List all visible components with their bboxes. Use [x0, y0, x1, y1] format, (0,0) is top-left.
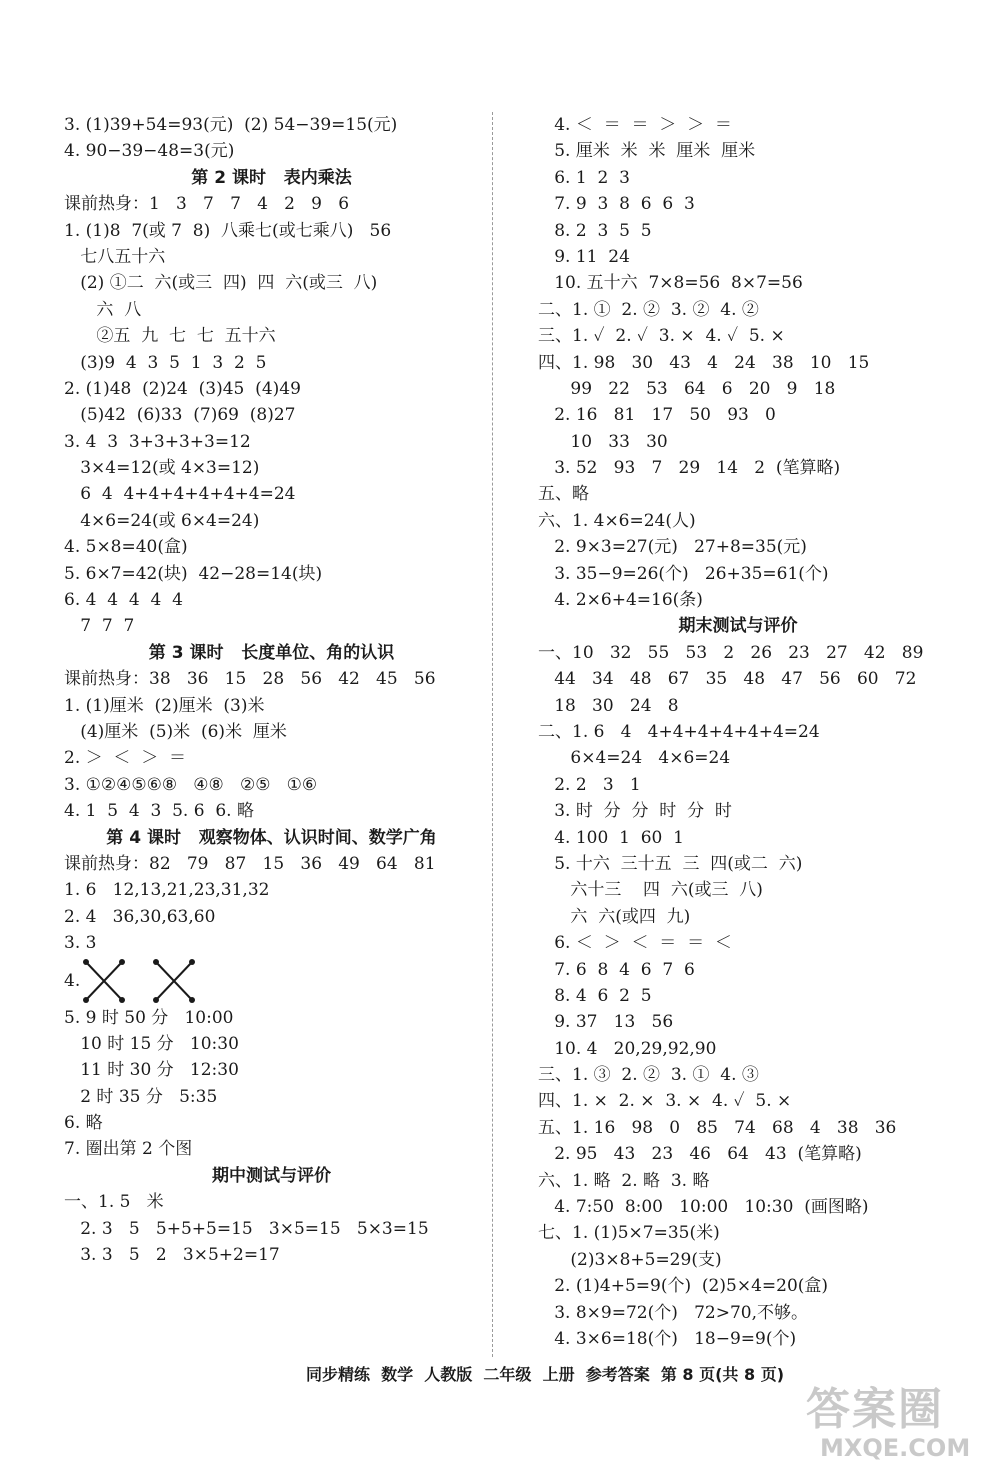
answer-line [538, 1141, 938, 1167]
line-text: 8. 4 6 2 5 [538, 985, 652, 1006]
line-text: 4. 2×6+4=16(条) [538, 590, 703, 611]
line-text: (5)42 (6)33 (7)69 (8)27 [64, 405, 296, 426]
line-text: 9. 11 24 [538, 246, 630, 267]
line-text: 5. 6×7=42(块) 42−28=14(块) [64, 563, 323, 584]
answer-line [64, 1189, 479, 1215]
line-text: 期中测试与评价 [212, 1165, 331, 1186]
line-text: 2. 4 36,30,63,60 [64, 906, 216, 927]
cross-dot-1-2 [119, 959, 125, 965]
answer-line [538, 877, 938, 903]
matching-lines-diagram [78, 957, 218, 1005]
line-text: 2 时 35 分 5:35 [64, 1086, 218, 1107]
line-text: 六、1. 略 2. 略 3. 略 [538, 1170, 710, 1191]
answer-line [64, 1110, 479, 1136]
cross-dot-1-4 [119, 997, 125, 1003]
line-text: 7. 6 8 4 6 7 6 [538, 959, 695, 980]
watermark-logo [806, 1385, 992, 1467]
answer-line [538, 1088, 938, 1114]
answer-line [538, 745, 938, 771]
answer-line [64, 191, 479, 217]
line-text: 2. 16 81 17 50 93 0 [538, 405, 776, 426]
answer-line [64, 745, 479, 771]
line-text: 3×4=12(或 4×3=12) [64, 458, 260, 479]
line-text: 2. 95 43 23 46 64 43 (笔算略) [538, 1144, 862, 1165]
answer-line [538, 640, 938, 666]
answer-line [538, 825, 938, 851]
answer-line [64, 402, 479, 428]
line-text: 3. ①②④⑤⑥⑧ ④⑧ ②⑤ ①⑥ [64, 774, 318, 795]
section-heading [64, 825, 479, 851]
line-text: 课前热身：1 3 7 7 4 2 9 6 [64, 194, 350, 215]
answer-line [64, 1057, 479, 1083]
column-divider [492, 112, 493, 1357]
watermark-text: 答案圈 [806, 1384, 944, 1435]
answer-line [538, 244, 938, 270]
line-text: 4×6=24(或 6×4=24) [64, 510, 260, 531]
cross-dot-2-1 [153, 959, 159, 965]
line-text: 7 7 7 [64, 616, 135, 637]
answer-line [538, 270, 938, 296]
answer-line [538, 1036, 938, 1062]
line-text: ②五 九 七 七 五十六 [64, 326, 276, 347]
answer-line [64, 957, 479, 1005]
page-footer: 同步精练 数学 人教版 二年级 上册 参考答案 第 8 页(共 8 页) [306, 1365, 785, 1384]
line-text: 3. 3 5 2 3×5+2=17 [64, 1245, 280, 1266]
answer-line [64, 613, 479, 639]
answer-line [538, 904, 938, 930]
section-heading [64, 1163, 479, 1189]
cross-dot-2-2 [189, 959, 195, 965]
line-text: 7. 9 3 8 6 6 3 [538, 194, 695, 215]
line-text: 六 八 [64, 299, 142, 320]
line-text: 4. [64, 970, 81, 991]
answer-line [538, 429, 938, 455]
answer-line [64, 455, 479, 481]
line-text: 44 34 48 67 35 48 47 56 60 72 [538, 669, 917, 690]
cross-dot-2-4 [189, 997, 195, 1003]
answer-line [64, 930, 479, 956]
line-text: 2. 3 5 5+5+5=15 3×5=15 5×3=15 [64, 1218, 429, 1239]
line-text: 第 2 课时 表内乘法 [191, 167, 352, 188]
line-text: 5. 厘米 米 米 厘米 厘米 [538, 141, 756, 162]
line-text: 4. 7:50 8:00 10:00 10:30 (画图略) [538, 1197, 869, 1218]
section-heading [538, 613, 938, 639]
line-text: 1. (1)厘米 (2)厘米 (3)米 [64, 695, 265, 716]
answer-line [538, 587, 938, 613]
answer-line [538, 481, 938, 507]
line-text: 二、1. ① 2. ② 3. ② 4. ② [538, 299, 759, 320]
line-text: 3. 4 3 3+3+3+3=12 [64, 431, 251, 452]
answer-line [538, 1062, 938, 1088]
answer-line [64, 719, 479, 745]
line-text: 期末测试与评价 [678, 616, 798, 637]
answer-line [538, 1220, 938, 1246]
answer-line [64, 666, 479, 692]
line-text: 3. 52 93 7 29 14 2 (笔算略) [538, 458, 841, 479]
line-text: 课前热身：82 79 87 15 36 49 64 81 [64, 853, 436, 874]
line-text: 五、1. 16 98 0 85 74 68 4 38 36 [538, 1117, 897, 1138]
answer-line [538, 772, 938, 798]
answer-line [64, 877, 479, 903]
answer-line [64, 138, 479, 164]
line-text: 10 时 15 分 10:30 [64, 1033, 239, 1054]
answer-line [64, 244, 479, 270]
answer-line [64, 693, 479, 719]
answer-line [538, 957, 938, 983]
line-text: 六 六(或四 九) [538, 906, 691, 927]
line-text: 3. 3 [64, 933, 97, 954]
line-text: 三、1. ③ 2. ② 3. ① 4. ③ [538, 1065, 759, 1086]
answer-line [64, 772, 479, 798]
answer-line [538, 930, 938, 956]
answer-line [538, 1326, 938, 1352]
line-text: 六、1. 4×6=24(人) [538, 510, 696, 531]
answer-line [538, 165, 938, 191]
line-text: 六十三 四 六(或三 八) [538, 880, 763, 901]
line-text: 6×4=24 4×6=24 [538, 748, 731, 769]
line-text: 5. 十六 三十五 三 四(或二 六) [538, 853, 803, 874]
answer-line [64, 587, 479, 613]
line-text: 3. 35−9=26(个) 26+35=61(个) [538, 563, 829, 584]
answer-line [64, 561, 479, 587]
answer-line [64, 1005, 479, 1031]
answer-line [538, 1115, 938, 1141]
line-text: 2. (1)48 (2)24 (3)45 (4)49 [64, 378, 301, 399]
line-text: 6. ＜ ＞ ＜ ＝ ＝ ＜ [538, 933, 732, 954]
answer-line [64, 1136, 479, 1162]
line-text: 2. 2 3 1 [538, 774, 641, 795]
answer-line [64, 270, 479, 296]
line-text: 七、1. (1)5×7=35(米) [538, 1223, 720, 1244]
line-text: 10. 五十六 7×8=56 8×7=56 [538, 273, 803, 294]
line-text: 3. 8×9=72(个) 72>70,不够。 [538, 1302, 808, 1323]
line-text: 2. ＞ ＜ ＞ ＝ [64, 748, 187, 769]
answer-line [64, 904, 479, 930]
line-text: 1. 6 12,13,21,23,31,32 [64, 880, 270, 901]
section-heading [64, 640, 479, 666]
answer-line [538, 1247, 938, 1273]
line-text: 7. 圈出第 2 个图 [64, 1139, 193, 1160]
answer-line [538, 851, 938, 877]
answer-line [64, 851, 479, 877]
line-text: 6 4 4+4+4+4+4+4=24 [64, 484, 296, 505]
line-text: 6. 略 [64, 1113, 103, 1134]
answer-line [538, 297, 938, 323]
answer-line [538, 1273, 938, 1299]
answer-line [538, 323, 938, 349]
line-text: 课前热身：38 36 15 28 56 42 45 56 [64, 669, 436, 690]
answer-line [64, 429, 479, 455]
answer-line [538, 218, 938, 244]
line-text: 一、1. 5 米 [64, 1192, 164, 1213]
line-text: 二、1. 6 4 4+4+4+4+4+4=24 [538, 721, 820, 742]
line-text: 6. 1 2 3 [538, 167, 630, 188]
line-text: 11 时 30 分 12:30 [64, 1060, 239, 1081]
line-text: 4. 100 1 60 1 [538, 827, 684, 848]
line-text: (2)3×8+5=29(支) [538, 1249, 722, 1270]
answer-line [64, 1216, 479, 1242]
answer-line [64, 218, 479, 244]
answer-line [538, 1300, 938, 1326]
answer-line [64, 323, 479, 349]
answer-line [538, 376, 938, 402]
line-text: 四、1. × 2. × 3. × 4. ✓ 5. × [538, 1091, 792, 1112]
answer-line [538, 719, 938, 745]
cross-dot-1-1 [83, 959, 89, 965]
answer-line [538, 561, 938, 587]
line-text: 2. 9×3=27(元) 27+8=35(元) [538, 537, 807, 558]
line-text: 4. ＜ ＝ ＝ ＞ ＞ ＝ [538, 115, 732, 135]
answer-line [64, 112, 479, 138]
watermark-url: MXQE.COM [820, 1434, 971, 1462]
line-text: 第 4 课时 观察物体、认识时间、数学广角 [106, 827, 437, 848]
answer-line [64, 1031, 479, 1057]
line-text: 第 3 课时 长度单位、角的认识 [148, 642, 395, 663]
line-text: 五、略 [538, 484, 589, 505]
line-text: 10 33 30 [538, 431, 668, 452]
answer-line [64, 508, 479, 534]
answer-line [538, 534, 938, 560]
answer-line [538, 112, 938, 138]
line-text: 5. 9 时 50 分 10:00 [64, 1007, 234, 1028]
answer-line [538, 455, 938, 481]
answer-line [538, 798, 938, 824]
answer-line [64, 798, 479, 824]
answer-line [64, 376, 479, 402]
line-text: 四、1. 98 30 43 4 24 38 10 15 [538, 352, 870, 373]
answer-line [538, 1168, 938, 1194]
line-text: (2) ①二 六(或三 四) 四 六(或三 八) [64, 273, 378, 294]
line-text: 6. 4 4 4 4 4 [64, 590, 183, 611]
line-text: 三、1. ✓ 2. ✓ 3. × 4. ✓ 5. × [538, 326, 785, 347]
answer-line [538, 983, 938, 1009]
line-text: 8. 2 3 5 5 [538, 220, 652, 241]
line-text: 18 30 24 8 [538, 695, 679, 716]
answer-line [538, 191, 938, 217]
line-text: 4. 90−39−48=3(元) [64, 141, 235, 162]
line-text: 3. 时 分 分 时 分 时 [538, 801, 732, 822]
section-heading [64, 165, 479, 191]
answer-line [538, 508, 938, 534]
line-text: 4. 1 5 4 3 5. 6 6. 略 [64, 801, 254, 822]
line-text: (3)9 4 3 5 1 3 2 5 [64, 352, 267, 373]
cross-dot-1-3 [83, 997, 89, 1003]
answer-line [64, 1084, 479, 1110]
line-text: 3. (1)39+54=93(元) (2) 54−39=15(元) [64, 115, 398, 135]
right-column [538, 112, 938, 1352]
cross-dot-2-3 [153, 997, 159, 1003]
line-text: 9. 37 13 56 [538, 1012, 674, 1033]
answer-line [538, 402, 938, 428]
answer-line [64, 481, 479, 507]
answer-line [538, 693, 938, 719]
answer-line [64, 1242, 479, 1268]
answer-line [64, 350, 479, 376]
line-text: 七八五十六 [64, 246, 166, 267]
answer-line [64, 534, 479, 560]
line-text: 99 22 53 64 6 20 9 18 [538, 378, 836, 399]
answer-line [64, 297, 479, 323]
answer-line [538, 1009, 938, 1035]
answer-line [538, 666, 938, 692]
answer-line [538, 350, 938, 376]
line-text: (4)厘米 (5)米 (6)米 厘米 [64, 721, 287, 742]
line-text: 2. (1)4+5=9(个) (2)5×4=20(盒) [538, 1276, 829, 1297]
line-text: 10. 4 20,29,92,90 [538, 1038, 717, 1059]
line-text: 一、10 32 55 53 2 26 23 27 42 89 [538, 642, 924, 663]
answer-line [538, 138, 938, 164]
line-text: 1. (1)8 7(或 7 8) 八乘七(或七乘八) 56 [64, 220, 392, 241]
left-column [64, 112, 479, 1268]
line-text: 4. 3×6=18(个) 18−9=9(个) [538, 1328, 797, 1349]
answer-line [538, 1194, 938, 1220]
line-text: 4. 5×8=40(盒) [64, 537, 188, 558]
